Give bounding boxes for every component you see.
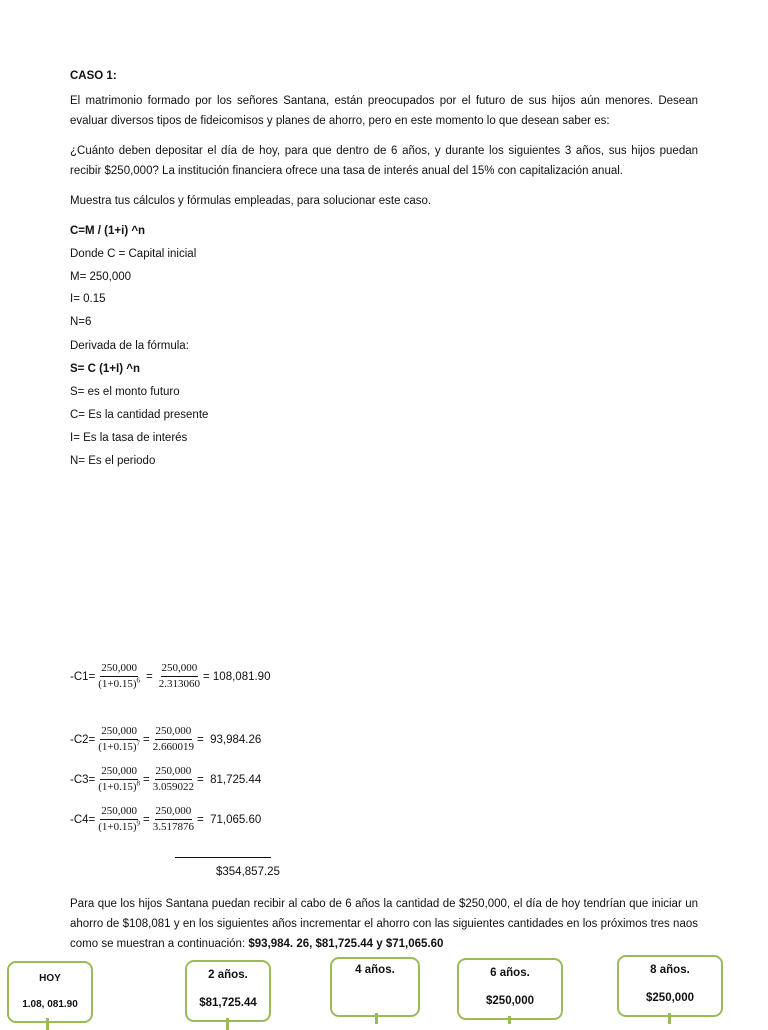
definition-line: N= Es el periodo <box>70 455 156 467</box>
total-sum: $354,857.25 <box>216 866 280 878</box>
conclusion-paragraph <box>70 894 698 954</box>
timeline-value: $250,000 <box>486 995 534 1007</box>
denominator <box>97 677 141 691</box>
timeline-label: HOY <box>39 973 61 984</box>
definition-line: Donde C = Capital inicial <box>70 248 197 260</box>
timeline-connector <box>508 1016 511 1024</box>
equals-sign: = <box>146 670 153 683</box>
timeline-value: $81,725.44 <box>199 997 257 1009</box>
calc-result: = 81,725.44 <box>197 773 262 786</box>
calc-result: = 71,065.60 <box>197 813 262 826</box>
calc-result: = 93,984.26 <box>197 733 262 746</box>
equals-sign: = <box>143 813 150 826</box>
denominator-base: (1+0.15) <box>98 821 137 833</box>
conclusion-text: Para que los hijos Santana puedan recibir al cabo de 6 años la cantidad de $250,000, el día de hoy tendrían que iniciar un ahorro de $108,081 y en los siguientes años incrementar el ahorro con las siguientes cantidades en los próximos tres naos como se muestran a continuación: <box>70 898 698 950</box>
instruction-line: Muestra tus cálculos y fórmulas empleadas, para solucionar este caso. <box>70 195 432 207</box>
denominator-base: (1+0.15) <box>98 678 137 690</box>
numerator: 250,000 <box>155 805 193 820</box>
calculation-c3 <box>70 765 261 794</box>
exponent: 8 <box>136 779 141 788</box>
denominator <box>97 820 141 834</box>
exponent: 7 <box>136 739 141 748</box>
numerator: 250,000 <box>100 805 138 820</box>
denominator-value: 2.313060 <box>158 678 200 690</box>
fraction-value <box>152 765 195 794</box>
fraction-value <box>158 662 201 691</box>
numerator: 250,000 <box>100 765 138 780</box>
calculation-c1 <box>70 662 270 691</box>
fraction-power <box>97 662 141 691</box>
case-title: CASO 1: <box>70 70 117 82</box>
timeline-label: 8 años. <box>650 964 690 976</box>
timeline-value: $250,000 <box>646 992 694 1004</box>
timeline-value: 1.08, 081.90 <box>22 999 78 1010</box>
equals-sign: = <box>143 733 150 746</box>
timeline-label: 4 años. <box>355 964 395 976</box>
timeline-box-2-anos <box>185 960 271 1022</box>
definition-line: M= 250,000 <box>70 271 132 283</box>
timeline-box-6-anos <box>457 958 563 1020</box>
exponent: 6 <box>136 676 141 685</box>
calc-result: = 108,081.90 <box>203 670 271 683</box>
numerator: 250,000 <box>100 725 138 740</box>
timeline-connector <box>375 1013 378 1024</box>
calc-label: -C2= <box>70 733 96 746</box>
definition-line: I= 0.15 <box>70 293 106 305</box>
timeline-connector <box>226 1018 229 1030</box>
numerator: 250,000 <box>155 725 193 740</box>
denominator-base: (1+0.15) <box>98 781 137 793</box>
numerator: 250,000 <box>155 765 193 780</box>
calc-label: -C4= <box>70 813 96 826</box>
definition-line: N=6 <box>70 316 92 328</box>
timeline-connector <box>668 1013 671 1024</box>
denominator-value: 3.059022 <box>152 781 194 793</box>
calculation-c2 <box>70 725 261 754</box>
timeline-connector <box>46 1018 49 1030</box>
denominator <box>97 780 141 794</box>
calc-label: -C3= <box>70 773 96 786</box>
derived-label: Derivada de la fórmula: <box>70 340 189 352</box>
conclusion-amounts: $93,984. 26, $81,725.44 y $71,065.60 <box>248 938 444 950</box>
definition-line: C= Es la cantidad presente <box>70 409 209 421</box>
equals-sign: = <box>143 773 150 786</box>
timeline-label: 6 años. <box>490 967 530 979</box>
denominator-base: (1+0.15) <box>98 741 137 753</box>
definition-line: I= Es la tasa de interés <box>70 432 188 444</box>
denominator <box>97 740 141 754</box>
denominator-value: 2.660019 <box>152 741 194 753</box>
calculation-c4 <box>70 805 261 834</box>
fraction-power <box>97 725 141 754</box>
timeline-box-4-anos <box>330 957 420 1017</box>
calc-label: -C1= <box>70 670 96 683</box>
definition-line: S= es el monto futuro <box>70 386 180 398</box>
numerator: 250,000 <box>161 662 199 677</box>
fraction-power <box>97 765 141 794</box>
formula-main: C=M / (1+i) ^n <box>70 225 146 237</box>
sum-divider <box>175 857 271 858</box>
numerator: 250,000 <box>100 662 138 677</box>
intro-paragraph: El matrimonio formado por los señores Santana, están preocupados por el futuro de sus hijos aún menores. Desean evaluar diversos tipos de fideicomisos y planes de ahorro, pero en este momento lo que desean saber es: <box>70 95 698 127</box>
fraction-power <box>97 805 141 834</box>
timeline-label: 2 años. <box>208 969 248 981</box>
timeline-box-hoy <box>7 961 93 1023</box>
timeline-box-8-anos <box>617 955 723 1017</box>
denominator-value: 3.517876 <box>152 821 194 833</box>
question-paragraph: ¿Cuánto deben depositar el día de hoy, para que dentro de 6 años, y durante los siguientes 3 años, sus hijos puedan recibir $250,000? La institución financiera ofrece una tasa de interés anual del 15% con capitalización anual. <box>70 145 698 177</box>
formula-derived: S= C (1+I) ^n <box>70 363 140 375</box>
fraction-value <box>152 805 195 834</box>
exponent: 9 <box>136 819 141 828</box>
fraction-value <box>152 725 195 754</box>
